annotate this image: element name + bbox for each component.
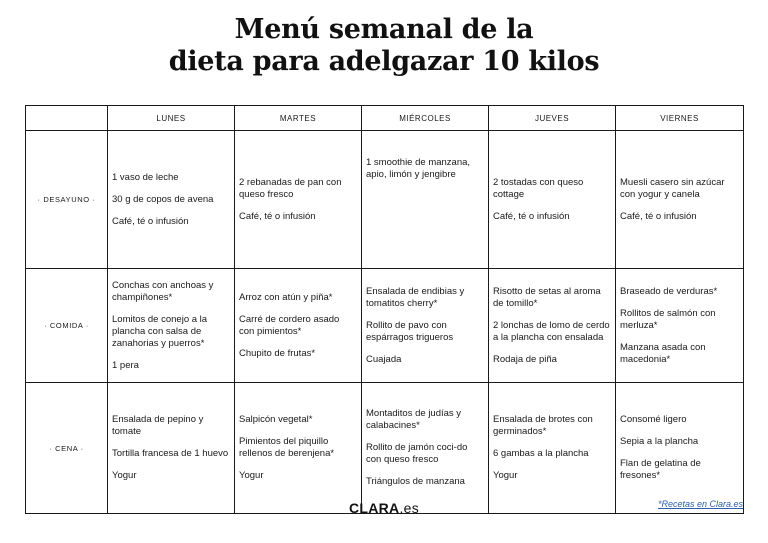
clara-logo bbox=[0, 500, 768, 516]
page-title bbox=[0, 14, 768, 78]
menu-item: Cuajada bbox=[366, 353, 402, 365]
menu-cell bbox=[362, 269, 489, 383]
day-header: MARTES bbox=[235, 106, 362, 131]
menu-item: Rodaja de piña bbox=[493, 353, 557, 365]
menu-cell bbox=[108, 131, 235, 269]
menu-item: Lomitos de conejo a la plancha con salsa de zanahorias y puerros* bbox=[112, 313, 208, 349]
logo-main: CLARA bbox=[348, 500, 400, 516]
title-line-1: Menú semanal de la bbox=[234, 14, 534, 45]
recipes-link[interactable]: *Recetas en Clara.es bbox=[657, 499, 743, 509]
menu-item: Yogur bbox=[239, 470, 264, 481]
menu-cell bbox=[108, 383, 235, 514]
menu-cell bbox=[362, 131, 489, 269]
menu-item: 6 gambas a la plancha bbox=[493, 448, 589, 459]
corner-cell bbox=[26, 106, 108, 131]
menu-item: Flan de gelatina de fresones* bbox=[620, 458, 701, 481]
menu-item: 2 lonchas de lomo de cerdo a la plancha con ensalada bbox=[493, 319, 610, 343]
menu-item: Braseado de verduras* bbox=[620, 285, 718, 297]
title-line-2: dieta para adelgazar 10 kilos bbox=[168, 46, 600, 77]
menu-item: Triángulos de manzana bbox=[366, 476, 465, 487]
day-header: VIERNES bbox=[616, 106, 744, 131]
menu-cell bbox=[489, 269, 616, 383]
menu-item: Carré de cordero asado con pimientos* bbox=[239, 313, 340, 337]
menu-cell bbox=[235, 131, 362, 269]
menu-item: Chupito de frutas* bbox=[239, 347, 316, 359]
meal-label: · COMIDA · bbox=[26, 269, 108, 383]
menu-item: Ensalada de endibias y tomatitos cherry* bbox=[366, 285, 465, 309]
menu-item: Tortilla francesa de 1 huevo bbox=[112, 448, 229, 459]
menu-item: Muesli casero sin azúcar con yogur y canela bbox=[620, 176, 725, 200]
meal-row-cena bbox=[26, 383, 744, 514]
menu-item: Ensalada de brotes con germinados* bbox=[493, 414, 593, 437]
menu-cell bbox=[489, 383, 616, 514]
day-header: JUEVES bbox=[489, 106, 616, 131]
menu-cell bbox=[235, 383, 362, 514]
meal-label: · DESAYUNO · bbox=[26, 131, 108, 269]
meal-label: · CENA · bbox=[26, 383, 108, 514]
menu-item: Café, té o infusión bbox=[239, 210, 316, 222]
menu-item: Café, té o infusión bbox=[493, 210, 570, 222]
header-row bbox=[26, 106, 744, 131]
menu-item: 1 smoothie de manzana, apio, limón y jengibre bbox=[366, 157, 471, 180]
menu-item: Café, té o infusión bbox=[112, 215, 189, 227]
menu-item: 30 g de copos de avena bbox=[112, 193, 214, 205]
menu-item: Montaditos de judías y calabacines* bbox=[366, 408, 462, 431]
menu-item: Rollito de jamón coci-do con queso fresco bbox=[366, 442, 468, 465]
menu-cell bbox=[616, 131, 744, 269]
menu-item: 1 pera bbox=[112, 359, 139, 371]
menu-item: Yogur bbox=[112, 470, 137, 481]
menu-item: Arroz con atún y piña* bbox=[239, 291, 333, 303]
menu-item: 2 rebanadas de pan con queso fresco bbox=[239, 176, 342, 200]
menu-cell bbox=[616, 269, 744, 383]
menu-cell bbox=[616, 383, 744, 514]
menu-table bbox=[25, 105, 744, 514]
menu-item: Risotto de setas al aroma de tomillo* bbox=[493, 285, 601, 309]
menu-item: 2 tostadas con queso cottage bbox=[493, 176, 584, 200]
menu-item: Consomé ligero bbox=[620, 414, 687, 425]
meal-row-comida bbox=[26, 269, 744, 383]
day-header: LUNES bbox=[108, 106, 235, 131]
menu-item: Rollito de pavo con espárragos trigueros bbox=[366, 319, 454, 343]
menu-item: Manzana asada con macedonia* bbox=[620, 341, 706, 365]
menu-cell bbox=[108, 269, 235, 383]
menu-item: Salpicón vegetal* bbox=[239, 414, 313, 425]
menu-item: Café, té o infusión bbox=[620, 210, 697, 222]
meal-row-desayuno bbox=[26, 131, 744, 269]
logo-suffix: .es bbox=[399, 500, 420, 516]
menu-cell bbox=[362, 383, 489, 514]
menu-item: Conchas con anchoas y champiñones* bbox=[112, 279, 214, 303]
menu-cell bbox=[489, 131, 616, 269]
menu-item: Yogur bbox=[493, 470, 518, 481]
menu-cell bbox=[235, 269, 362, 383]
menu-item: Rollitos de salmón con merluza* bbox=[620, 307, 716, 331]
menu-item: Pimientos del piquillo rellenos de berenjena* bbox=[239, 436, 335, 459]
menu-item: Sepia a la plancha bbox=[620, 436, 699, 447]
menu-item: 1 vaso de leche bbox=[112, 171, 179, 183]
day-header: MIÉRCOLES bbox=[362, 106, 489, 131]
menu-item: Ensalada de pepino y tomate bbox=[112, 414, 204, 437]
